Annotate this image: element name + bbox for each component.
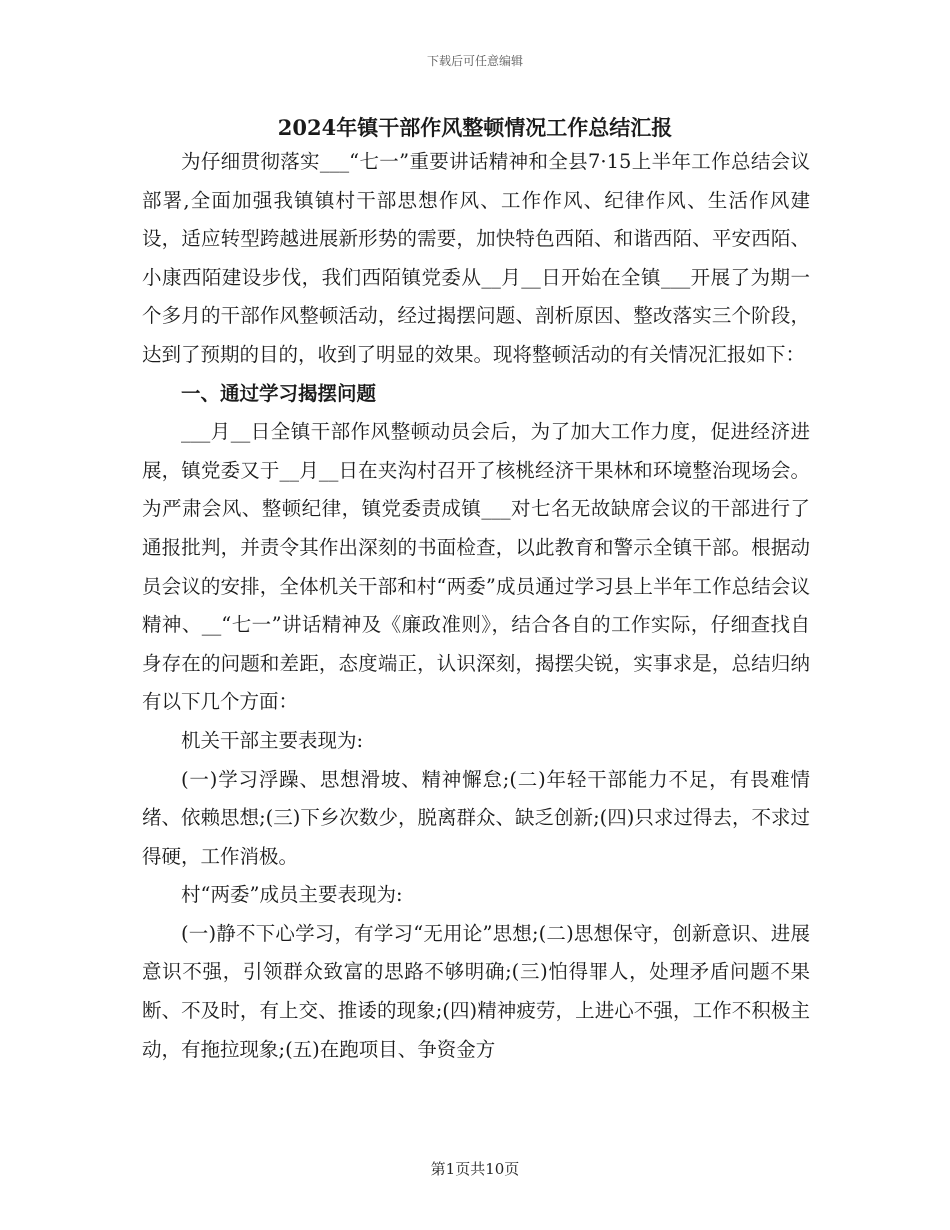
section-heading: 一、通过学习揭摆问题 — [181, 381, 377, 405]
download-note: 下载后可任意编辑 — [426, 54, 523, 68]
village-issues-paragraph: (一)静不下心学习，有学习“无用论”思想;(二)思想保守，创新意识、进展意识不强，引领群众致富的思路不够明确;(三)怕得罪人，处理矛盾问题不果断、不及时，有上交、推诿的现象;(四)精神疲劳，上进心不强，工作不积极主动，有拖拉现象;(五)在跑项目、争资金方 — [142, 921, 810, 1061]
intro-paragraph: 为仔细贯彻落实___“七一”重要讲话精神和全县7·15上半年工作总结会议部署,全面加强我镇镇村干部思想作风、工作作风、纪律作风、生活作风建设，适应转型跨越进展新形势的需要，加快特色西陌、和谐西陌、平安西陌、小康西陌建设步伐，我们西陌镇党委从__月__日开始在全镇___开展了为期一个多月的干部作风整顿活动，经过揭摆问题、剖析原因、整改落实三个阶段，达到了预期的目的，收到了明显的效果。现将整顿活动的有关情况汇报如下： — [142, 150, 810, 366]
document-body — [142, 143, 810, 1069]
cadre-issues-paragraph: (一)学习浮躁、思想滑坡、精神懈怠;(二)年轻干部能力不足，有畏难情绪、依赖思想;(三)下乡次数少，脱离群众、缺乏创新;(四)只求过得去，不求过得硬，工作消极。 — [142, 767, 810, 868]
cadre-label: 机关干部主要表现为: — [181, 728, 364, 752]
page-number: 第1页共10页 — [430, 1160, 520, 1178]
village-label: 村“两委”成员主要表现为: — [181, 883, 403, 907]
section-paragraph: ___月__日全镇干部作风整顿动员会后，为了加大工作力度，促进经济进展，镇党委又于__月__日在夹沟村召开了核桃经济干果林和环境整治现场会。为严肃会风、整顿纪律，镇党委责成镇___对七名无故缺席会议的干部进行了通报批判，并责令其作出深刻的书面检查，以此教育和警示全镇干部。根据动员会议的安排，全体机关干部和村“两委”成员通过学习县上半年工作总结会议精神、__“七一”讲话精神及《廉政准则》，结合各自的工作实际，仔细查找自身存在的问题和差距，态度端正，认识深刻，揭摆尖锐，实事求是，总结归纳有以下几个方面： — [142, 420, 810, 714]
document-title: 2024年镇干部作风整顿情况工作总结汇报 — [277, 115, 673, 140]
